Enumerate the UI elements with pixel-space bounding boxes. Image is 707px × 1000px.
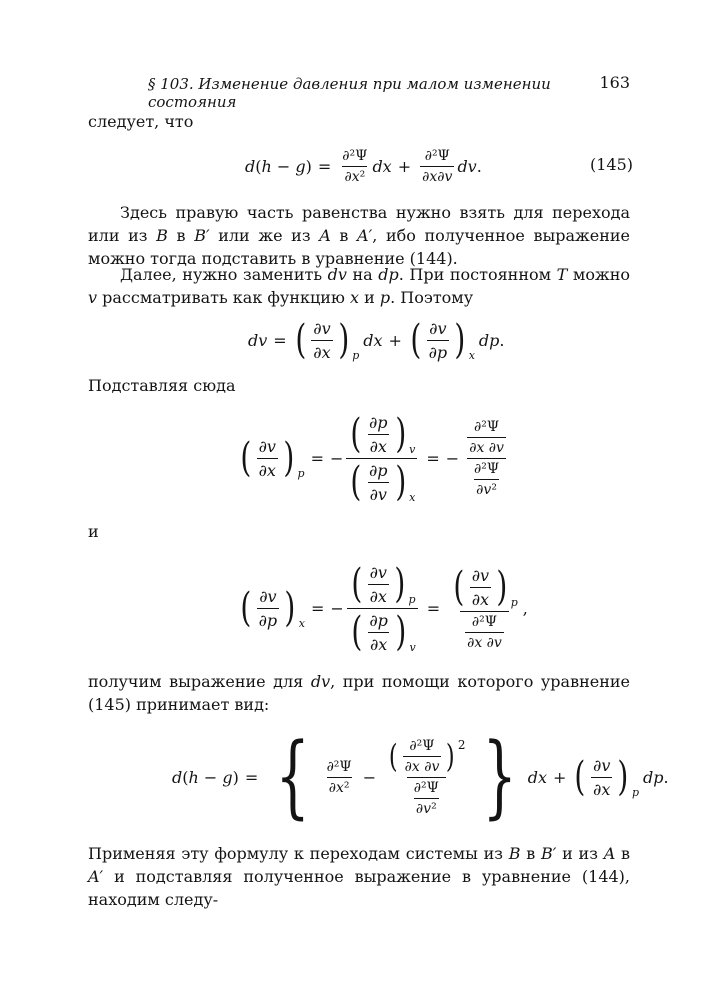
equation-145: d(h − g) = $\frac{\text{∂²Ψ}}{\text{∂x²}}$ dx + $\frac{\text{∂²Ψ}}{\partial x\partial v}$ dv.: [245, 147, 482, 185]
equation-dv: dv = ( $\frac{\partial v}{\partial x}$ ) p dx + ( $\frac{\partial v}{\partial p}$ ) x dp.: [248, 317, 505, 363]
paragraph-2: Здесь правую часть равенства нужно взять для перехода или из B в B′ или же из A в A′, ибо полученное выражение можно тогда подставить в уравнение (144).: [88, 203, 631, 268]
paragraph-4: Подставляя сюда: [88, 376, 236, 395]
equation-dvdx: ( $\frac{\partial v}{\partial x}$ ) p = − ( $\frac{\partial p}{\partial x}$ ) v ( $\frac{\partial p}{\partial v}$ ) x = − $\frac{\frac{\text{∂²Ψ}}{\partial x \partial v}}{\frac{\text{∂²Ψ}}{\text{∂v²}}}$: [238, 408, 514, 508]
paragraph-7: Применяя эту формулу к переходам системы из B в B′ и из A в A′ и подставляя полученное выражение в уравнение (144), находим следу-: [88, 844, 631, 909]
paragraph-5: и: [88, 522, 99, 541]
paragraph-6: получим выражение для dv, при помощи которого уравнение (145) принимает вид:: [88, 672, 631, 714]
paragraph-1: следует, что: [88, 112, 194, 131]
paragraph-3: Далее, нужно заменить dv на dp. При постоянном T можно v рассматривать как функцию x и p. Поэтому: [88, 265, 631, 307]
running-header: [148, 75, 630, 111]
equation-number-145: (145): [590, 155, 634, 174]
section-title: § 103. Изменение давления при малом изменении состояния: [148, 75, 551, 111]
equation-final: d(h − g) = { $\frac{\text{∂²Ψ}}{\text{∂x²}}$ − ( $\frac{\text{∂²Ψ}}{\partial x \partial v}$ ) 2 $\frac{\text{∂²Ψ}}{\text{∂v²}}$ } dx + ( $\frac{\partial v}{\partial x}$ ) p dp.: [172, 724, 669, 829]
page-number: 163: [599, 73, 630, 92]
equation-dvdp: ( $\frac{\partial v}{\partial p}$ ) x = − ( $\frac{\partial v}{\partial x}$ ) p ( $\frac{\partial p}{\partial x}$ ) v = ( $\frac{\partial v}{\partial x}$ ) p $\frac{\text{∂²Ψ}}{\partial x \partial v}$ ,: [240, 561, 528, 655]
